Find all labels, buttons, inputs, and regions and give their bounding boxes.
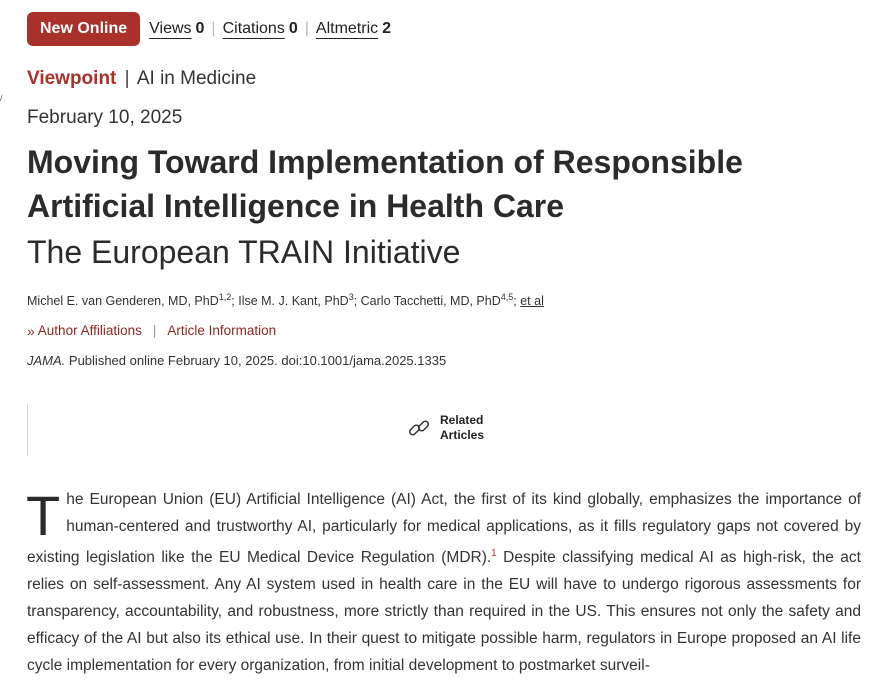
author-name[interactable]: Ilse M. J. Kant, PhD xyxy=(238,294,349,309)
metric-divider: | xyxy=(304,20,309,37)
author-separator: ; xyxy=(231,294,239,309)
article-info-links xyxy=(27,321,276,341)
body-text-part1: he European Union (EU) Artificial Intelligence (AI) Act, the first of its kind globally, emphasizes the importance of human-centered and trustworthy AI, particularly for medical applications, as it fills regulatory gaps not covered by existing legislation like the EU Medical Device Regulation (MDR). xyxy=(27,491,861,567)
author-refs[interactable]: 4,5 xyxy=(500,292,514,302)
citation-details: Published online February 10, 2025. doi:10.1001/jama.2025.1335 xyxy=(65,353,447,368)
related-label-line2: Articles xyxy=(440,428,485,442)
article-topic[interactable]: AI in Medicine xyxy=(136,68,257,89)
altmetric-metric[interactable] xyxy=(316,20,391,38)
side-mark: / xyxy=(0,93,3,103)
author-separator: ; xyxy=(353,294,361,309)
views-metric[interactable] xyxy=(149,20,204,38)
metric-divider: | xyxy=(211,20,216,37)
chevron-right-icon: » xyxy=(27,323,35,339)
altmetric-label[interactable]: Altmetric xyxy=(315,20,379,37)
article-type[interactable]: Viewpoint xyxy=(27,68,117,89)
citations-count: 0 xyxy=(288,20,298,37)
new-online-badge: New Online xyxy=(27,12,140,46)
altmetric-score: 2 xyxy=(382,20,392,37)
article-subtitle: The European TRAIN Initiative xyxy=(27,234,461,270)
views-count: 0 xyxy=(195,20,205,37)
body-text-part2: Despite classifying medical AI as high-risk, the act relies on self-assessment. Any AI system used in health care in the EU will have to undergo rigorous assessments for transparency, accountability, and robustness, more strictly than required in the US. This ensures not only the safety and efficacy of the AI but also its ethical use. In their quest to mitigate possible harm, regulators in Europe proposed an AI life cycle implementation for every organization, from initial development to postmarket surveil- xyxy=(27,549,861,675)
links-divider: | xyxy=(152,323,157,338)
section-divider: | xyxy=(124,68,130,89)
author-list xyxy=(27,287,544,311)
citations-metric[interactable] xyxy=(223,20,298,38)
author-name[interactable]: Carlo Tacchetti, MD, PhD xyxy=(360,294,501,309)
drop-cap: T xyxy=(26,484,61,547)
article-title: Moving Toward Implementation of Responsible Artificial Intelligence in Health Care xyxy=(27,144,743,224)
publish-date: February 10, 2025 xyxy=(27,107,183,128)
journal-name: JAMA. xyxy=(27,353,66,368)
views-label[interactable]: Views xyxy=(149,20,192,37)
author-refs[interactable]: 3 xyxy=(348,292,354,302)
citation-line xyxy=(27,351,446,371)
article-information-link[interactable]: Article Information xyxy=(167,323,277,338)
author-refs[interactable]: 1,2 xyxy=(218,292,232,302)
author-affiliations-link[interactable]: Author Affiliations xyxy=(37,323,142,338)
citations-label[interactable]: Citations xyxy=(222,20,285,37)
et-al-link[interactable]: et al xyxy=(520,294,544,309)
related-label-line1: Related xyxy=(440,413,484,427)
article-status-bar xyxy=(27,12,391,46)
reference-link[interactable]: 1 xyxy=(491,548,497,559)
author-separator: ; xyxy=(513,294,521,309)
article-body-paragraph xyxy=(27,486,861,679)
article-section xyxy=(27,67,256,91)
related-articles-button[interactable] xyxy=(406,413,484,443)
link-icon xyxy=(406,415,432,441)
author-name[interactable]: Michel E. van Genderen, MD, PhD xyxy=(27,294,219,309)
